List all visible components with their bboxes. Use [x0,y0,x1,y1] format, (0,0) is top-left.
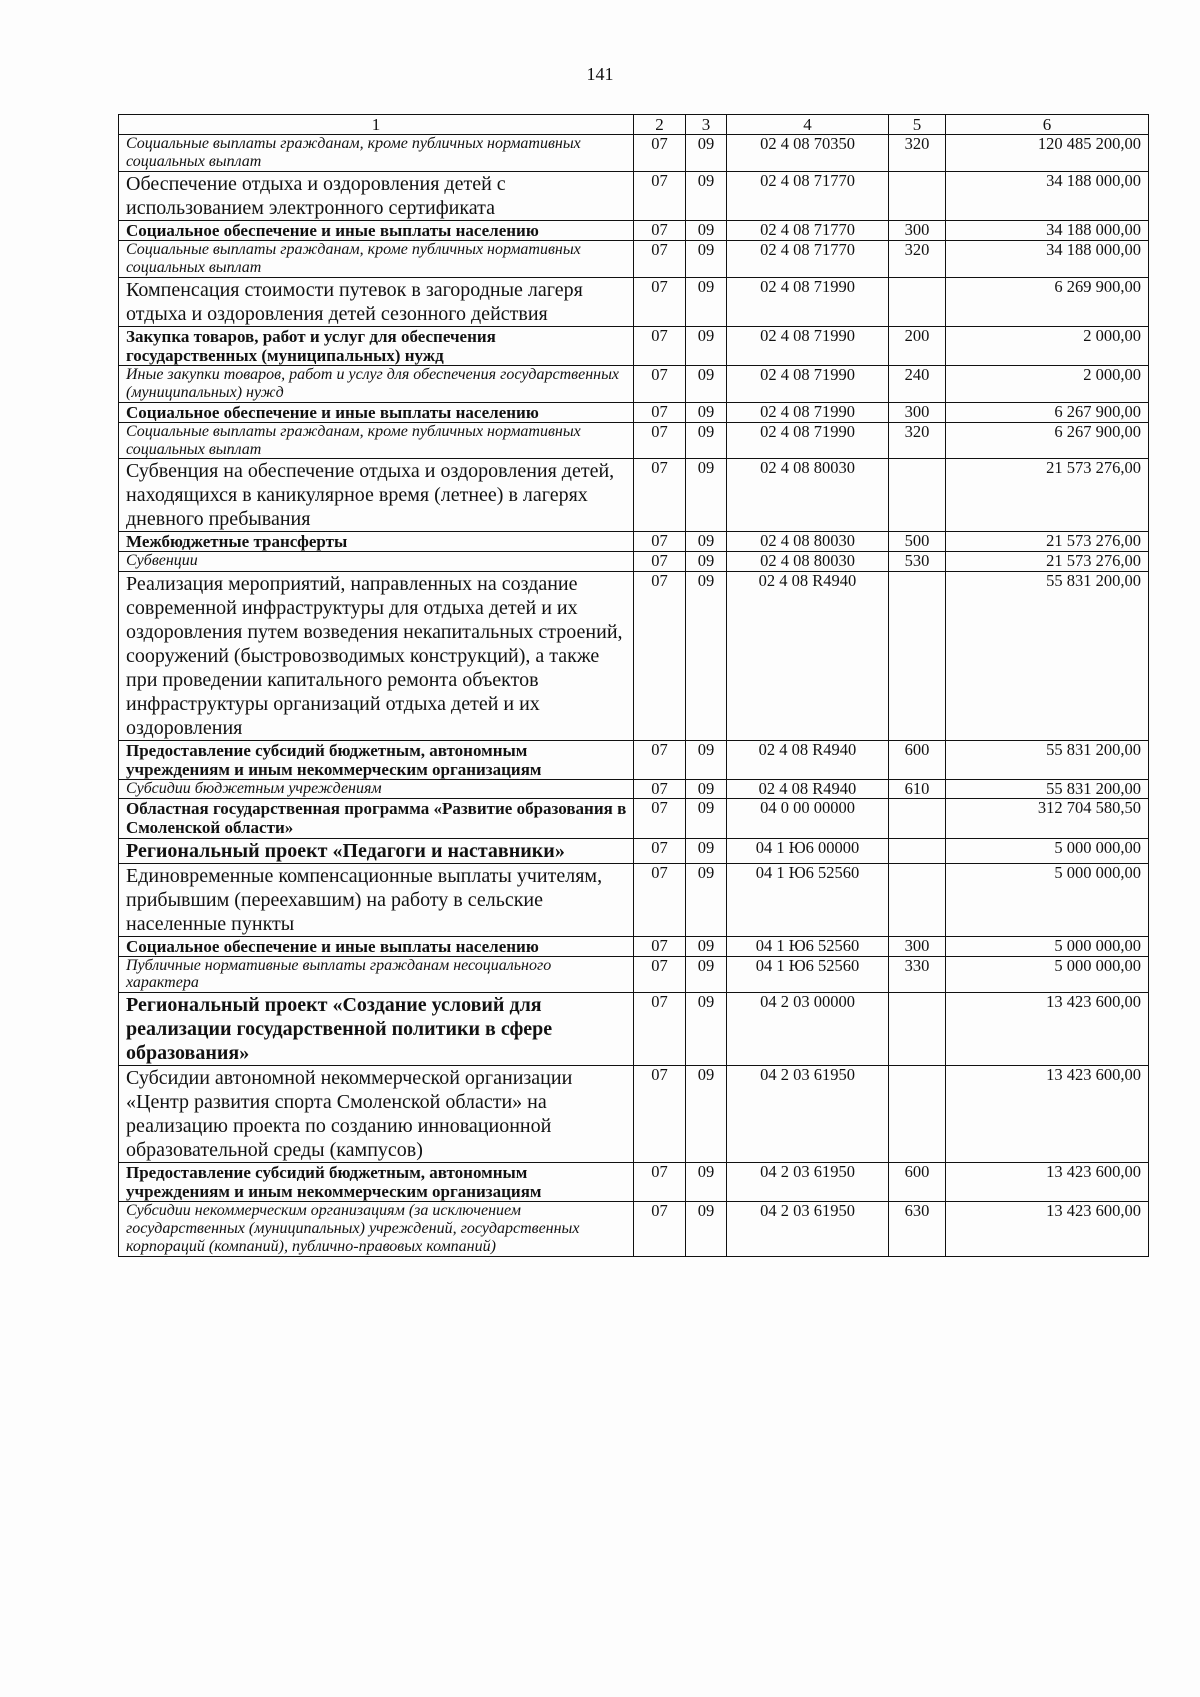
expense-type-code [889,277,946,326]
table-row [119,402,1149,422]
target-article-code: 02 4 08 R4940 [727,779,889,798]
table-row [119,936,1149,956]
row-name: Социальные выплаты гражданам, кроме публичных нормативных социальных выплат [119,135,634,172]
target-article-code: 02 4 08 80030 [727,532,889,552]
row-name: Предоставление субсидий бюджетным, автономным учреждениям и иным некоммерческим организациям [119,740,634,779]
table-row [119,552,1149,571]
section-code: 07 [634,135,686,172]
row-name: Субвенции [119,552,634,571]
row-name: Иные закупки товаров, работ и услуг для обеспечения государственных (муниципальных) нужд [119,365,634,402]
section-code: 07 [634,863,686,936]
target-article-code: 02 4 08 71990 [727,402,889,422]
row-name: Социальные выплаты гражданам, кроме публичных нормативных социальных выплат [119,422,634,459]
target-article-code: 04 1 Ю6 52560 [727,936,889,956]
row-name: Субсидии бюджетным учреждениям [119,779,634,798]
expense-type-code: 600 [889,1163,946,1202]
subsection-code: 09 [686,956,727,993]
section-code: 07 [634,326,686,365]
row-name: Социальное обеспечение и иные выплаты населению [119,402,634,422]
table-row [119,799,1149,838]
subsection-code: 09 [686,1163,727,1202]
table-row [119,422,1149,459]
subsection-code: 09 [686,402,727,422]
table-row [119,571,1149,740]
budget-table [118,114,1149,1257]
expense-type-code: 320 [889,240,946,277]
target-article-code: 02 4 08 71990 [727,422,889,459]
expense-type-code: 300 [889,402,946,422]
amount: 21 573 276,00 [946,532,1149,552]
amount: 6 267 900,00 [946,422,1149,459]
table-row [119,135,1149,172]
target-article-code: 02 4 08 R4940 [727,740,889,779]
target-article-code: 02 4 08 80030 [727,552,889,571]
section-code: 07 [634,956,686,993]
expense-type-code: 630 [889,1202,946,1257]
row-name: Субвенция на обеспечение отдыха и оздоровления детей, находящихся в каникулярное время (летнее) в лагерях дневного пребывания [119,459,634,532]
target-article-code: 04 2 03 00000 [727,993,889,1066]
amount: 6 269 900,00 [946,277,1149,326]
row-name: Социальное обеспечение и иные выплаты населению [119,936,634,956]
expense-type-code: 600 [889,740,946,779]
subsection-code: 09 [686,532,727,552]
amount: 55 831 200,00 [946,740,1149,779]
expense-type-code: 500 [889,532,946,552]
row-name: Социальное обеспечение и иные выплаты населению [119,220,634,240]
amount: 2 000,00 [946,326,1149,365]
table-row [119,863,1149,936]
section-code: 07 [634,220,686,240]
section-code: 07 [634,993,686,1066]
row-name: Закупка товаров, работ и услуг для обеспечения государственных (муниципальных) нужд [119,326,634,365]
amount: 34 188 000,00 [946,240,1149,277]
column-header: 4 [727,115,889,135]
table-row [119,779,1149,798]
amount: 13 423 600,00 [946,993,1149,1066]
expense-type-code [889,571,946,740]
section-code: 07 [634,799,686,838]
table-row [119,171,1149,220]
expense-type-code [889,863,946,936]
expense-type-code: 300 [889,220,946,240]
row-name: Областная государственная программа «Развитие образования в Смоленской области» [119,799,634,838]
target-article-code: 04 1 Ю6 52560 [727,956,889,993]
section-code: 07 [634,402,686,422]
table-row [119,277,1149,326]
section-code: 07 [634,571,686,740]
row-name: Обеспечение отдыха и оздоровления детей с использованием электронного сертификата [119,171,634,220]
target-article-code: 02 4 08 71990 [727,277,889,326]
column-header: 5 [889,115,946,135]
target-article-code: 04 1 Ю6 00000 [727,838,889,863]
expense-type-code: 200 [889,326,946,365]
table-row [119,532,1149,552]
subsection-code: 09 [686,863,727,936]
table-row [119,459,1149,532]
amount: 21 573 276,00 [946,459,1149,532]
expense-type-code: 610 [889,779,946,798]
expense-type-code: 240 [889,365,946,402]
section-code: 07 [634,171,686,220]
subsection-code: 09 [686,171,727,220]
column-header: 1 [119,115,634,135]
subsection-code: 09 [686,277,727,326]
subsection-code: 09 [686,571,727,740]
section-code: 07 [634,1202,686,1257]
target-article-code: 04 1 Ю6 52560 [727,863,889,936]
subsection-code: 09 [686,799,727,838]
row-name: Региональный проект «Педагоги и наставники» [119,838,634,863]
subsection-code: 09 [686,936,727,956]
target-article-code: 02 4 08 71770 [727,240,889,277]
target-article-code: 02 4 08 71990 [727,365,889,402]
subsection-code: 09 [686,220,727,240]
expense-type-code: 300 [889,936,946,956]
section-code: 07 [634,1163,686,1202]
amount: 120 485 200,00 [946,135,1149,172]
subsection-code: 09 [686,740,727,779]
target-article-code: 04 2 03 61950 [727,1202,889,1257]
row-name: Субсидии автономной некоммерческой организации «Центр развития спорта Смоленской области» на реализацию проекта по созданию инновационной образовательной среды (кампусов) [119,1066,634,1163]
expense-type-code [889,993,946,1066]
table-row [119,1163,1149,1202]
expense-type-code [889,799,946,838]
table-row [119,365,1149,402]
section-code: 07 [634,740,686,779]
amount: 5 000 000,00 [946,838,1149,863]
amount: 5 000 000,00 [946,863,1149,936]
table-row [119,220,1149,240]
expense-type-code [889,838,946,863]
table-row [119,1066,1149,1163]
page-number: 141 [586,64,614,84]
section-code: 07 [634,552,686,571]
amount: 13 423 600,00 [946,1202,1149,1257]
row-name: Публичные нормативные выплаты гражданам несоциального характера [119,956,634,993]
table-row [119,740,1149,779]
section-code: 07 [634,422,686,459]
amount: 34 188 000,00 [946,171,1149,220]
target-article-code: 04 0 00 00000 [727,799,889,838]
table-row [119,993,1149,1066]
table-row [119,326,1149,365]
amount: 21 573 276,00 [946,552,1149,571]
table-row [119,838,1149,863]
amount: 34 188 000,00 [946,220,1149,240]
subsection-code: 09 [686,240,727,277]
amount: 6 267 900,00 [946,402,1149,422]
expense-type-code [889,459,946,532]
expense-type-code [889,1066,946,1163]
section-code: 07 [634,1066,686,1163]
expense-type-code: 530 [889,552,946,571]
subsection-code: 09 [686,552,727,571]
amount: 5 000 000,00 [946,936,1149,956]
amount: 13 423 600,00 [946,1066,1149,1163]
amount: 55 831 200,00 [946,571,1149,740]
target-article-code: 02 4 08 71770 [727,171,889,220]
expense-type-code: 320 [889,135,946,172]
section-code: 07 [634,459,686,532]
subsection-code: 09 [686,135,727,172]
section-code: 07 [634,838,686,863]
target-article-code: 02 4 08 70350 [727,135,889,172]
row-name: Субсидии некоммерческим организациям (за исключением государственных (муниципальных) учреждений, государственных корпораций (компаний), публично-правовых компаний) [119,1202,634,1257]
target-article-code: 04 2 03 61950 [727,1163,889,1202]
table-body [119,135,1149,1257]
table-row [119,240,1149,277]
row-name: Социальные выплаты гражданам, кроме публичных нормативных социальных выплат [119,240,634,277]
subsection-code: 09 [686,779,727,798]
section-code: 07 [634,779,686,798]
amount: 55 831 200,00 [946,779,1149,798]
row-name: Единовременные компенсационные выплаты учителям, прибывшим (переехавшим) на работу в сельские населенные пункты [119,863,634,936]
header-row [119,115,1149,135]
column-header: 6 [946,115,1149,135]
subsection-code: 09 [686,1066,727,1163]
target-article-code: 04 2 03 61950 [727,1066,889,1163]
target-article-code: 02 4 08 R4940 [727,571,889,740]
subsection-code: 09 [686,326,727,365]
amount: 312 704 580,50 [946,799,1149,838]
amount: 13 423 600,00 [946,1163,1149,1202]
subsection-code: 09 [686,1202,727,1257]
expense-type-code: 330 [889,956,946,993]
row-name: Реализация мероприятий, направленных на создание современной инфраструктуры для отдыха детей и их оздоровления путем возведения некапитальных строений, сооружений (быстровозводимых конструкций), а также при проведении капитального ремонта объектов инфраструктуры организаций отдыха детей и их оздоровления [119,571,634,740]
section-code: 07 [634,277,686,326]
section-code: 07 [634,936,686,956]
target-article-code: 02 4 08 80030 [727,459,889,532]
target-article-code: 02 4 08 71990 [727,326,889,365]
target-article-code: 02 4 08 71770 [727,220,889,240]
subsection-code: 09 [686,422,727,459]
row-name: Компенсация стоимости путевок в загородные лагеря отдыха и оздоровления детей сезонного действия [119,277,634,326]
expense-type-code: 320 [889,422,946,459]
subsection-code: 09 [686,838,727,863]
column-header: 2 [634,115,686,135]
section-code: 07 [634,532,686,552]
amount: 2 000,00 [946,365,1149,402]
column-header: 3 [686,115,727,135]
row-name: Региональный проект «Создание условий для реализации государственной политики в сфере образования» [119,993,634,1066]
expense-type-code [889,171,946,220]
row-name: Предоставление субсидий бюджетным, автономным учреждениям и иным некоммерческим организациям [119,1163,634,1202]
subsection-code: 09 [686,993,727,1066]
subsection-code: 09 [686,365,727,402]
table-row [119,1202,1149,1257]
table-row [119,956,1149,993]
amount: 5 000 000,00 [946,956,1149,993]
subsection-code: 09 [686,459,727,532]
row-name: Межбюджетные трансферты [119,532,634,552]
section-code: 07 [634,365,686,402]
section-code: 07 [634,240,686,277]
